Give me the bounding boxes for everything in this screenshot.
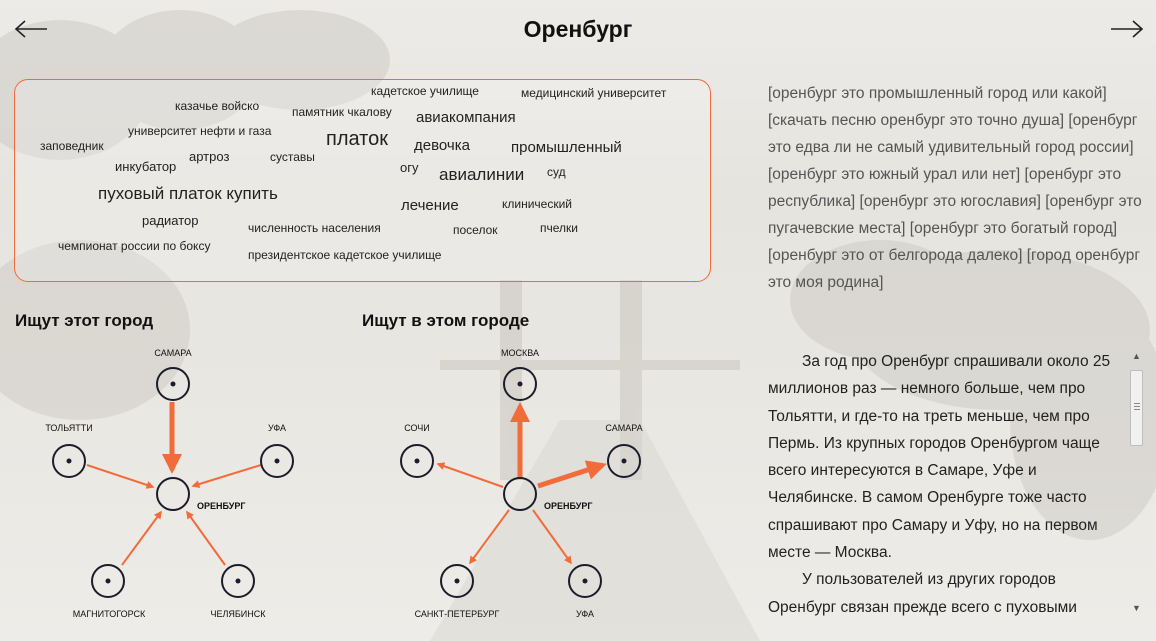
left-graph-heading: Ищут этот город — [15, 311, 154, 330]
query-examples: [оренбург это промышленный город или какой] [скачать песню оренбург это точно душа] [оренбург это едва ли не самый удивительный город россии] [оренбург это южный урал или нет] [оренбург это республика] [оренбург это югославия] [оренбург это пугачевские места] [оренбург это богатый город] [оренбург это от белгорода далеко] [город оренбург это моя родина] — [768, 85, 1142, 291]
grip-icon — [1134, 403, 1140, 412]
cloud-word[interactable]: огу — [400, 160, 419, 175]
cloud-word[interactable]: артроз — [189, 149, 230, 164]
left-graph — [0, 330, 340, 630]
cloud-word[interactable]: авиалинии — [439, 165, 525, 184]
cloud-word[interactable]: радиатор — [142, 213, 199, 228]
edge-arrow — [187, 512, 225, 565]
cloud-word[interactable]: суставы — [270, 150, 315, 164]
cloud-word[interactable]: медицинский университет — [521, 86, 667, 100]
cloud-word[interactable]: пуховый платок купить — [98, 184, 278, 203]
center-node — [157, 478, 189, 510]
edge-arrow — [438, 464, 503, 487]
cloud-word[interactable]: инкубатор — [115, 159, 177, 174]
cloud-word[interactable]: лечение — [401, 197, 459, 214]
description-panel[interactable] — [768, 348, 1126, 618]
cloud-word[interactable]: численность населения — [248, 221, 381, 235]
cloud-word[interactable]: клинический — [502, 197, 573, 211]
node-label: МАГНИТОГОРСК — [72, 609, 146, 619]
node-label: САМАРА — [605, 423, 643, 433]
edge-arrow — [470, 510, 509, 563]
cloud-word[interactable]: девочка — [414, 137, 470, 154]
cloud-word[interactable]: платок — [326, 128, 388, 150]
cloud-word[interactable]: кадетское училище — [371, 84, 479, 98]
word-cloud — [14, 79, 711, 282]
cloud-word[interactable]: казачье войско — [175, 99, 260, 113]
cloud-word[interactable]: чемпионат россии по боксу — [58, 239, 211, 253]
scroll-track[interactable] — [1130, 366, 1143, 598]
edge-arrow — [122, 512, 161, 565]
scroll-up-button[interactable]: ▲ — [1132, 351, 1141, 361]
node-label: УФА — [267, 423, 287, 433]
cloud-word[interactable]: суд — [547, 165, 566, 179]
right-graph — [350, 330, 700, 630]
page-title: Оренбург — [523, 16, 633, 42]
edge-arrow — [193, 465, 261, 486]
node-label: ТОЛЬЯТТИ — [45, 423, 93, 433]
center-node — [504, 478, 536, 510]
right-graph-heading: Ищут в этом городе — [362, 311, 530, 330]
description-paragraph: За год про Оренбург спрашивали около 25 миллионов раз — немного больше, чем про Тольятти, и где-то на треть меньше, чем про Пермь. Из крупных городов Оренбургом чаще всего интересуются в Самаре, Уфе и Челябинске. В самом Оренбурге тоже часто спрашивают про Самару и Уфу, но на первом месте — Москва. — [768, 353, 1111, 562]
cloud-word[interactable]: заповедник — [40, 139, 104, 153]
description-paragraph: У пользователей из других городов Оренбург связан прежде всего с пуховыми — [768, 571, 1077, 616]
cloud-word[interactable]: пчелки — [540, 221, 578, 235]
cloud-word[interactable]: университет нефти и газа — [128, 124, 272, 138]
cloud-word[interactable]: авиакомпания — [416, 109, 516, 126]
node-label: СОЧИ — [404, 423, 430, 433]
cloud-word[interactable]: поселок — [453, 223, 498, 237]
node-label: САМАРА — [154, 348, 192, 358]
edge-arrow — [87, 465, 153, 487]
description-scrollbar[interactable] — [1128, 348, 1145, 616]
node-label: ЧЕЛЯБИНСК — [210, 609, 266, 619]
node-label: УФА — [575, 609, 595, 619]
edge-arrow — [538, 465, 603, 486]
scroll-down-button[interactable]: ▼ — [1132, 603, 1141, 613]
edge-arrow — [533, 510, 571, 563]
node-label: МОСКВА — [501, 348, 539, 358]
cloud-word[interactable]: памятник чкалову — [292, 105, 392, 119]
node-label: САНКТ-ПЕТЕРБУРГ — [414, 609, 500, 619]
cloud-word[interactable]: промышленный — [511, 139, 622, 156]
center-label: ОРЕНБУРГ — [544, 501, 593, 511]
scroll-thumb[interactable] — [1130, 370, 1143, 446]
cloud-word[interactable]: президентское кадетское училище — [248, 248, 442, 262]
center-label: ОРЕНБУРГ — [197, 501, 246, 511]
